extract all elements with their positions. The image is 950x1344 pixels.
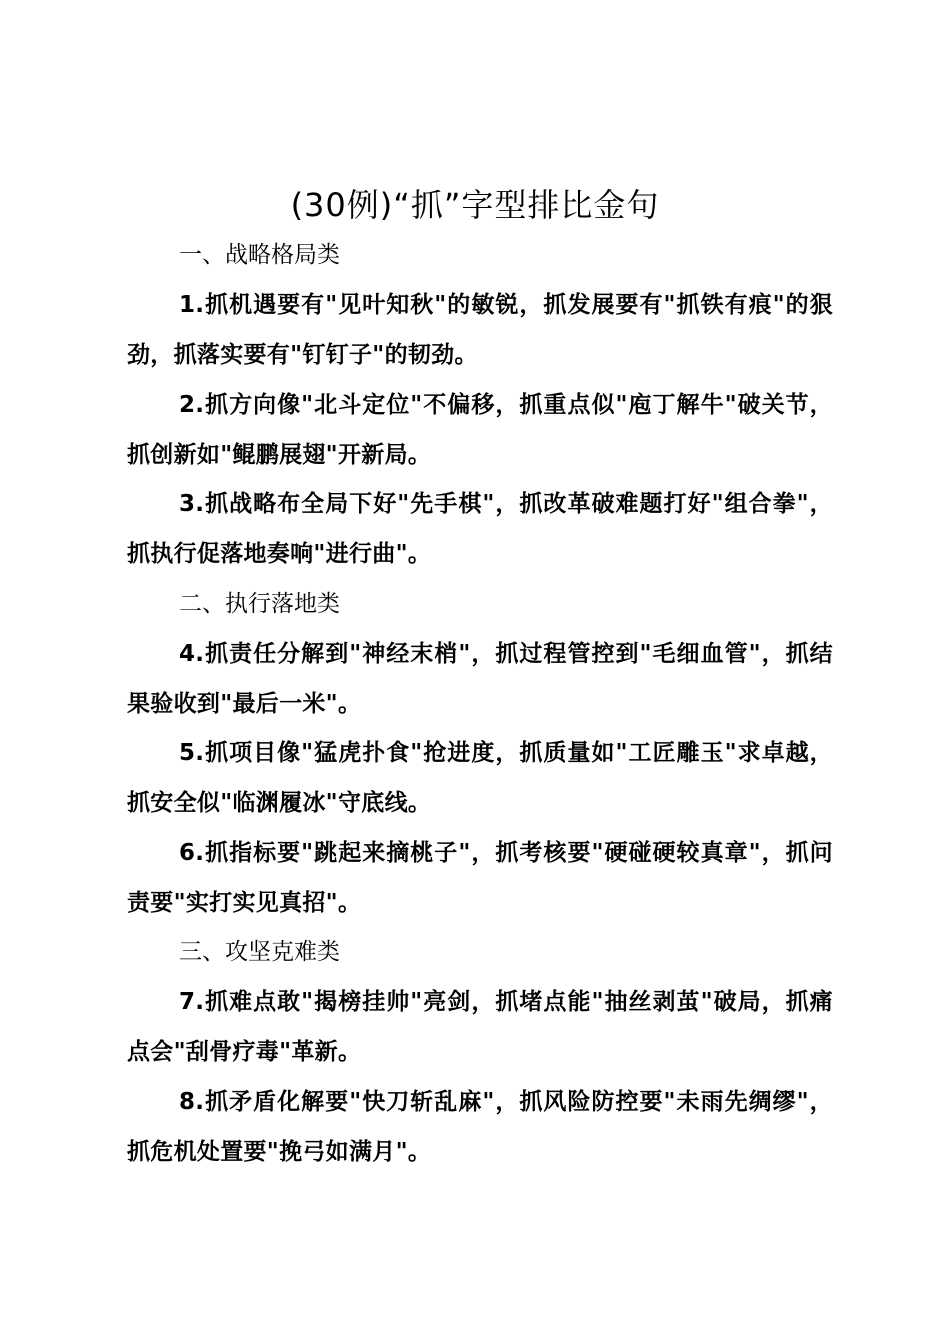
paragraph-item-2: 2.抓方向像"北斗定位"不偏移，抓重点似"庖丁解牛"破关节，抓创新如"鲲鹏展翅"开新局。 (127, 392, 833, 468)
paragraph-item-5: 5.抓项目像"猛虎扑食"抢进度，抓质量如"工匠雕玉"求卓越，抓安全似"临渊履冰"守底线。 (127, 740, 833, 816)
paragraph-item-3: 3.抓战略布全局下好"先手棋"，抓改革破难题打好"组合拳"，抓执行促落地奏响"进行曲"。 (127, 491, 833, 567)
paragraph-item-4: 4.抓责任分解到"神经末梢"，抓过程管控到"毛细血管"，抓结果验收到"最后一米"。 (127, 641, 833, 717)
paragraph-item-7: 7.抓难点敢"揭榜挂帅"亮剑，抓堵点能"抽丝剥茧"破局，抓痛点会"刮骨疗毒"革新。 (127, 989, 833, 1065)
section-heading-tackling: 三、攻坚克难类 (179, 939, 340, 965)
paragraph-item-6: 6.抓指标要"跳起来摘桃子"，抓考核要"硬碰硬较真章"，抓问责要"实打实见真招"。 (127, 840, 833, 916)
section-heading-execution: 二、执行落地类 (179, 591, 340, 617)
document-title: (30例)“抓”字型排比金句 (290, 186, 660, 224)
section-heading-strategy: 一、战略格局类 (179, 242, 340, 268)
paragraph-item-8: 8.抓矛盾化解要"快刀斩乱麻"，抓风险防控要"未雨先绸缪"，抓危机处置要"挽弓如满月"。 (127, 1089, 833, 1165)
paragraph-item-1: 1.抓机遇要有"见叶知秋"的敏锐，抓发展要有"抓铁有痕"的狠劲，抓落实要有"钉钉子"的韧劲。 (127, 292, 833, 368)
